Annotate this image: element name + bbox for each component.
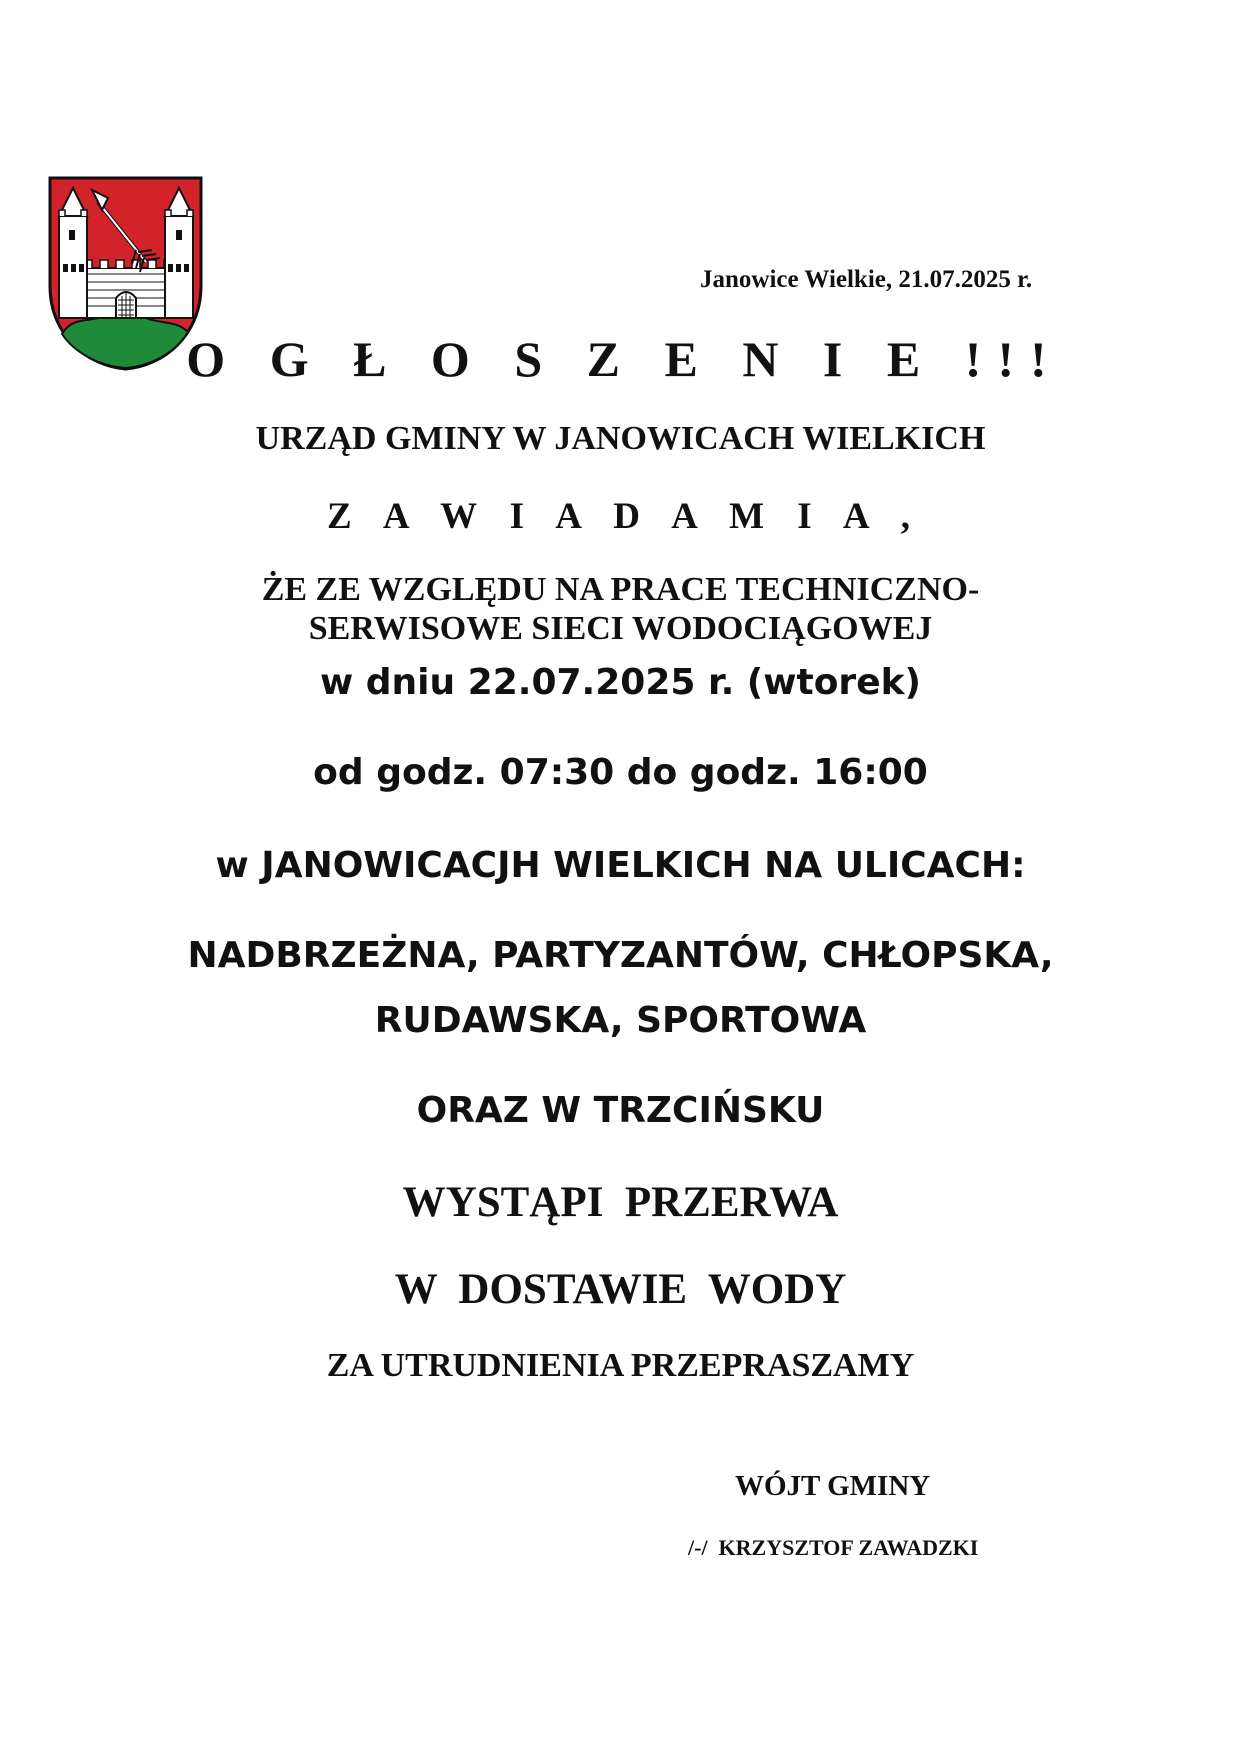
streets-list-line-1: NADBRZEŻNA, PARTYZANTÓW, CHŁOPSKA,	[187, 935, 1054, 976]
reason-line-2: SERWISOWE SIECI WODOCIĄGOWEJ	[308, 610, 933, 647]
issuing-authority: URZĄD GMINY W JANOWICACH WIELKICH	[255, 420, 986, 457]
notice-title: O G Ł O S Z E N I E !!!	[186, 331, 1063, 387]
interruption-line-2: W DOSTAWIE WODY	[394, 1266, 847, 1313]
interruption-line-1: WYSTĄPI PRZERWA	[402, 1179, 839, 1226]
additional-location: ORAZ W TRZCIŃSKU	[416, 1090, 825, 1131]
signatory-title: WÓJT GMINY	[735, 1470, 931, 1502]
outage-date: w dniu 22.07.2025 r. (wtorek)	[319, 662, 921, 703]
place-date: Janowice Wielkie, 21.07.2025 r.	[700, 266, 1033, 293]
signatory-name: /-/ KRZYSZTOF ZAWADZKI	[688, 1535, 979, 1560]
outage-hours: od godz. 07:30 do godz. 16:00	[313, 752, 928, 793]
reason-line-1: ŻE ZE WZGLĘDU NA PRACE TECHNICZNO-	[261, 571, 980, 608]
apology-line: ZA UTRUDNIENIA PRZEPRASZAMY	[326, 1347, 915, 1384]
notifies-word: Z A W I A D A M I A ,	[326, 496, 923, 537]
streets-intro: w JANOWICACJH WIELKICH NA ULICACH:	[215, 845, 1026, 886]
streets-list-line-2: RUDAWSKA, SPORTOWA	[374, 1000, 867, 1041]
